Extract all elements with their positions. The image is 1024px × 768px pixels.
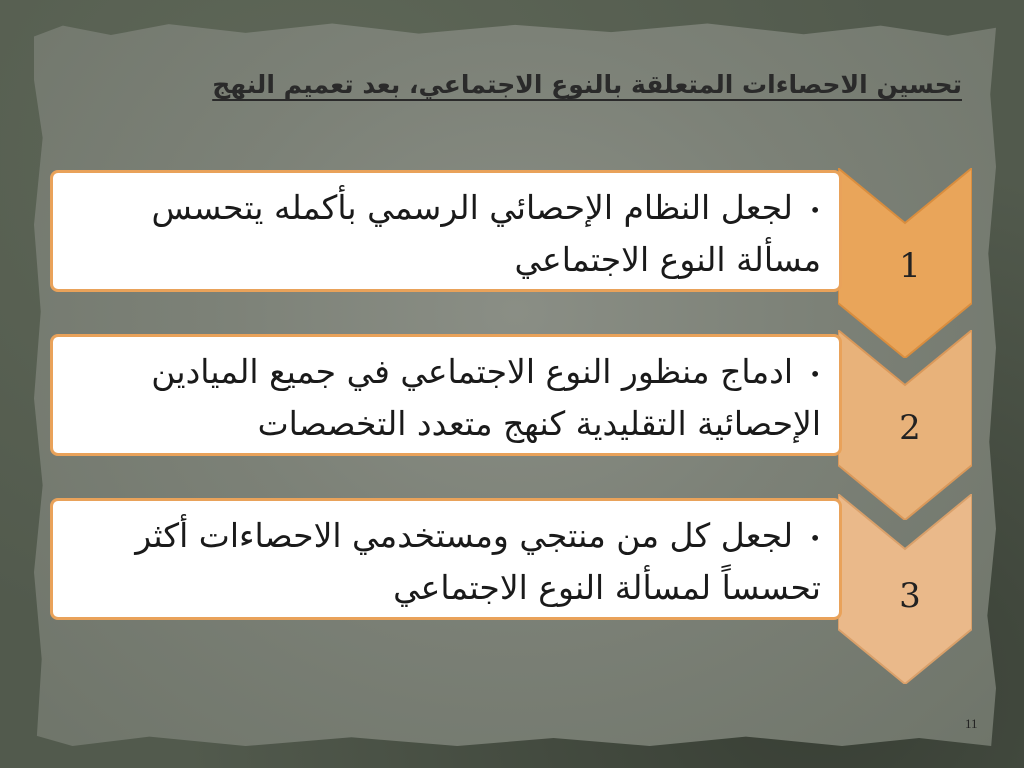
item-text-2	[61, 347, 821, 449]
item-box-2	[50, 334, 842, 456]
item-number-3: 3	[899, 576, 921, 616]
bullet-icon: •	[809, 198, 821, 222]
item-label-1: لجعل النظام الإحصائي الرسمي بأكمله يتحسس مسألة النوع الاجتماعي	[151, 188, 821, 279]
item-label-2: ادماج منظور النوع الاجتماعي في جميع الميادين الإحصائية التقليدية كنهج متعدد التخصصات	[151, 352, 821, 443]
page-number: 11	[965, 716, 978, 731]
item-box-3	[50, 498, 842, 620]
bullet-icon: •	[809, 526, 821, 550]
item-label-3: لجعل كل من منتجي ومستخدمي الاحصاءات أكثر تحسساً لمسألة النوع الاجتماعي	[135, 516, 821, 607]
chevron-2	[838, 330, 972, 520]
chevron-3	[838, 494, 972, 684]
item-number-1: 1	[899, 246, 921, 286]
item-text-1	[61, 183, 821, 285]
slide-title: تحسين الاحصاءات المتعلقة بالنوع الاجتماعي، بعد تعميم النهج	[212, 70, 962, 99]
item-text-3	[61, 511, 821, 613]
item-number-2: 2	[899, 408, 921, 448]
bullet-icon: •	[809, 362, 821, 386]
item-box-1	[50, 170, 842, 292]
